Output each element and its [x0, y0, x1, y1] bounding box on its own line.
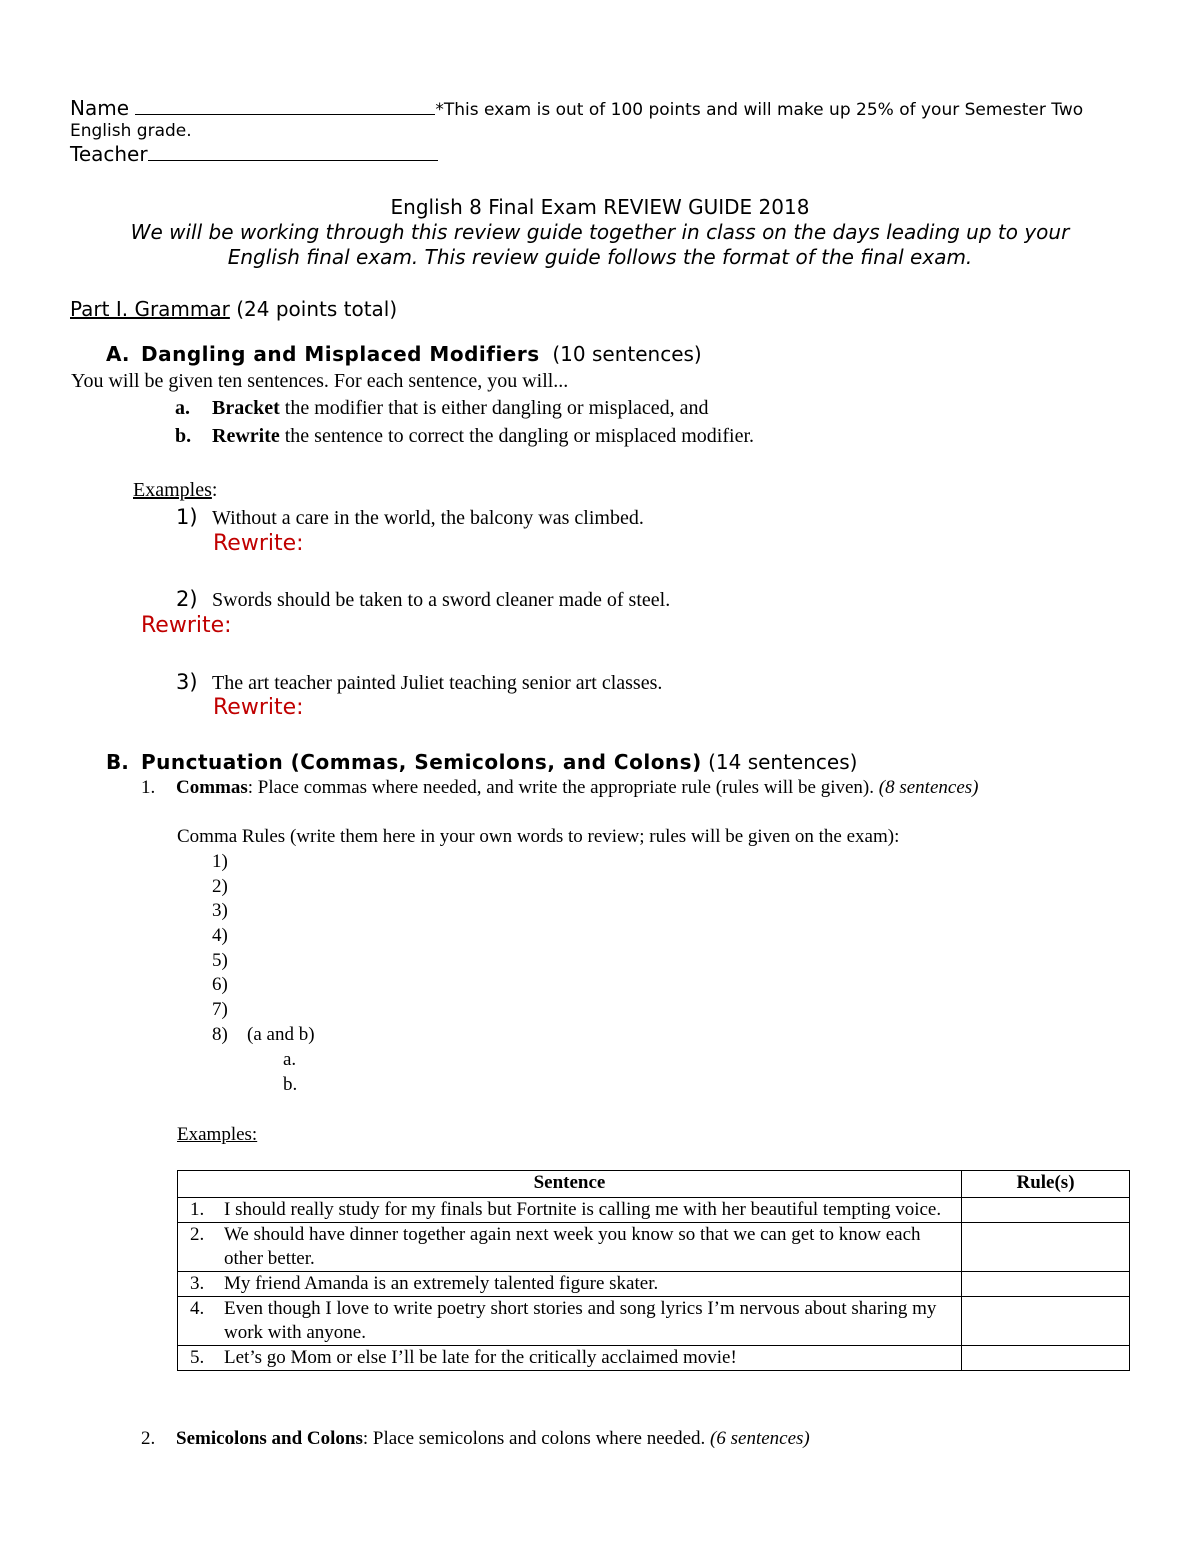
table-header-row	[178, 1171, 1130, 1198]
comma-rule-6: 6)	[212, 974, 228, 995]
row-sentence: We should have dinner together again next week you know so that we can get to know each other better.	[224, 1224, 921, 1269]
table-row	[178, 1346, 1130, 1371]
sectionA-letter: A.	[106, 342, 130, 366]
examples-colon: :	[211, 479, 218, 501]
comma-rule-8a: a.	[283, 1049, 297, 1070]
item-text: : Place commas where needed, and write the appropriate rule (rules will be given).	[247, 777, 879, 798]
examples-label-text: Examples	[133, 479, 212, 501]
comma-rule-2: 2)	[212, 876, 228, 897]
rule-cell[interactable]	[962, 1223, 1130, 1272]
sectionA-example-1	[176, 505, 644, 530]
comma-rule-8b: b.	[283, 1074, 298, 1095]
rule-cell[interactable]	[962, 1297, 1130, 1346]
table-row	[178, 1297, 1130, 1346]
sectionA-step-a	[175, 397, 709, 420]
rule-cell[interactable]	[962, 1346, 1130, 1371]
exam-note: *This exam is out of 100 points and will make up 25% of your Semester Two	[435, 100, 1084, 120]
sectionB-item-2	[141, 1428, 810, 1450]
row-number: 5.	[190, 1347, 205, 1368]
row-number: 4.	[190, 1298, 205, 1319]
item-count: (8 sentences)	[878, 777, 979, 798]
sectionB-heading: Punctuation (Commas, Semicolons, and Colons)	[141, 750, 702, 774]
sectionA-heading-line	[106, 342, 702, 366]
name-line	[70, 96, 1083, 120]
step-text: the sentence to correct the dangling or misplaced modifier.	[279, 425, 755, 447]
row-sentence: Let’s go Mom or else I’ll be late for the critically acclaimed movie!	[224, 1347, 737, 1368]
rewrite-label-2: Rewrite:	[141, 613, 232, 638]
row-sentence: I should really study for my finals but Fortnite is calling me with her beautiful tempting voice.	[224, 1199, 942, 1220]
comma-rule-8	[212, 1024, 315, 1046]
step-text: the modifier that is either dangling or misplaced, and	[279, 397, 709, 419]
item-count: (6 sentences)	[710, 1428, 810, 1449]
row-number: 3.	[190, 1273, 205, 1294]
name-label: Name	[70, 96, 130, 120]
sectionA-count: (10 sentences)	[552, 342, 702, 366]
comma-rule-5: 5)	[212, 950, 228, 971]
sectionA-intro: You will be given ten sentences. For each sentence, you will...	[71, 370, 569, 392]
example-text: Swords should be taken to a sword cleaner made of steel.	[212, 589, 671, 611]
step-letter: a.	[175, 397, 190, 419]
examples-table	[177, 1170, 1130, 1371]
row-number: 1.	[190, 1199, 205, 1220]
rule-cell[interactable]	[962, 1198, 1130, 1223]
row-sentence: My friend Amanda is an extremely talented figure skater.	[224, 1273, 659, 1294]
comma-rule-7: 7)	[212, 999, 228, 1020]
subtitle-line-1: We will be working through this review guide together in class on the days leading up to your	[130, 220, 1070, 244]
teacher-blank[interactable]	[148, 160, 438, 161]
subtitle-line-2: English final exam. This review guide follows the format of the final exam.	[227, 245, 973, 269]
sectionA-step-b	[175, 425, 754, 448]
sectionA-example-3	[176, 670, 662, 695]
comma-rules-intro: Comma Rules (write them here in your own words to review; rules will be given on the exam):	[177, 826, 900, 847]
sentence-cell	[178, 1198, 962, 1223]
sectionA-heading: Dangling and Misplaced Modifiers	[141, 342, 540, 366]
teacher-label: Teacher	[70, 142, 148, 166]
example-num: 1)	[176, 505, 198, 529]
table-row	[178, 1198, 1130, 1223]
item-bold: Commas	[176, 777, 248, 798]
sectionB-heading-line	[106, 750, 857, 774]
part1-heading: Part I. Grammar	[70, 297, 230, 321]
step-letter: b.	[175, 425, 192, 447]
step-bold: Rewrite	[212, 425, 280, 447]
sectionB-count: (14 sentences)	[708, 750, 858, 774]
sectionB-letter: B.	[106, 750, 129, 774]
sectionB-examples-label: Examples:	[177, 1124, 258, 1145]
item-num: 1.	[141, 777, 156, 798]
name-blank[interactable]	[135, 114, 435, 115]
page-title: English 8 Final Exam REVIEW GUIDE 2018	[390, 195, 810, 219]
table-row	[178, 1223, 1130, 1272]
sentence-cell	[178, 1272, 962, 1297]
teacher-line	[70, 142, 438, 166]
item-text: : Place semicolons and colons where needed.	[362, 1428, 711, 1449]
exam-note-continued: English grade.	[70, 121, 192, 141]
rewrite-label-1: Rewrite:	[213, 531, 304, 556]
sectionB-item-1	[141, 777, 978, 799]
example-text: The art teacher painted Juliet teaching senior art classes.	[212, 672, 663, 694]
row-number: 2.	[190, 1224, 205, 1245]
sectionA-examples-label	[133, 479, 217, 502]
rule-cell[interactable]	[962, 1272, 1130, 1297]
part1-heading-line	[70, 297, 397, 321]
example-num: 2)	[176, 587, 198, 611]
sentence-cell	[178, 1223, 962, 1272]
row-sentence: Even though I love to write poetry short stories and song lyrics I’m nervous about sharing my work with anyone.	[224, 1298, 937, 1343]
sentence-header: Sentence	[178, 1171, 962, 1198]
example-text: Without a care in the world, the balcony was climbed.	[212, 507, 644, 529]
table-row	[178, 1272, 1130, 1297]
rule-num: 8)	[212, 1024, 228, 1045]
step-bold: Bracket	[212, 397, 280, 419]
rule-extra: (a and b)	[247, 1024, 315, 1045]
rules-header: Rule(s)	[962, 1171, 1130, 1198]
comma-rule-3: 3)	[212, 900, 228, 921]
example-num: 3)	[176, 670, 198, 694]
sentence-cell	[178, 1297, 962, 1346]
sentence-cell	[178, 1346, 962, 1371]
rewrite-label-3: Rewrite:	[213, 695, 304, 720]
comma-rule-4: 4)	[212, 925, 228, 946]
part1-points: (24 points total)	[236, 297, 398, 321]
comma-rule-1: 1)	[212, 851, 228, 872]
sectionA-example-2	[176, 587, 670, 612]
item-bold: Semicolons and Colons	[176, 1428, 363, 1449]
item-num: 2.	[141, 1428, 156, 1449]
